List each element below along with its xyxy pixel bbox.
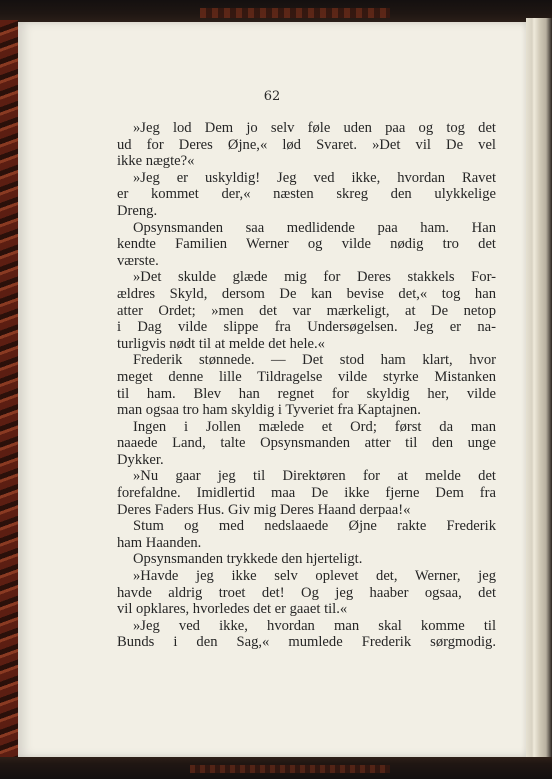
page-edges <box>526 18 552 763</box>
text-line: »Det skulde glæde mig for Deres stakkels For- <box>133 269 496 286</box>
text-line: »Jeg ved ikke, hvordan man skal komme til <box>133 617 496 634</box>
text-line: ud for Deres Øjne,« lød Svaret. »Det vil De vel <box>117 136 496 153</box>
page-number: 62 <box>263 89 281 104</box>
text-line: Dreng. <box>117 202 158 219</box>
text-line: »Nu gaar jeg til Direktøren for at melde det <box>133 468 496 485</box>
text-line: værste. <box>117 252 159 269</box>
text-line: vil opklares, hvorledes det er gaaet til.« <box>117 601 348 618</box>
text-line: til ham. Blev han regnet for skyldig her, vilde <box>117 385 496 402</box>
text-line: Stum og med nedslaaede Øjne rakte Frederik <box>133 518 496 535</box>
marbled-endpaper <box>0 20 18 760</box>
text-line: havde aldrig troet det! Og jeg haaber ogsaa, det <box>117 584 496 601</box>
text-line: meget denne lille Tildragelse vilde styrke Mistanken <box>117 368 496 385</box>
book-cover-bottom <box>0 757 552 779</box>
text-line: ældres Skyld, dersom De kan bevise det,« tog han <box>117 285 496 302</box>
text-line: Ingen i Jollen mælede et Ord; først da man <box>133 418 496 435</box>
text-line: er kommet der,« næsten skreg den ulykkelige <box>117 186 496 203</box>
text-line: Bunds i den Sag,« mumlede Frederik sørgmodig. <box>117 634 496 651</box>
text-line: Frederik stønnede. — Det stod ham klart, hvor <box>133 352 496 369</box>
text-line: naaede Land, talte Opsynsmanden atter til den unge <box>117 435 496 452</box>
text-line: ikke nægte?« <box>117 153 195 170</box>
text-line: forefaldne. Imidlertid maa De ikke fjerne Dem fra <box>117 485 496 502</box>
book-page <box>18 22 526 757</box>
text-line: Opsynsmanden saa medlidende paa ham. Han <box>133 219 496 236</box>
cover-ornament-bottom <box>190 765 390 773</box>
text-line: »Jeg er uskyldig! Jeg ved ikke, hvordan Ravet <box>133 169 496 186</box>
text-line: man ogsaa tro ham skyldig i Tyveriet fra Kaptajnen. <box>117 402 421 419</box>
text-line: turligvis nødt til at melde det hele.« <box>117 335 325 352</box>
book-cover-top <box>0 0 552 22</box>
cover-ornament-top <box>200 8 390 18</box>
text-line: »Jeg lod Dem jo selv føle uden paa og tog det <box>133 120 496 136</box>
text-line: Deres Faders Hus. Giv mig Deres Haand derpaa!« <box>117 501 411 518</box>
text-line: i Dag vilde slippe fra Undersøgelsen. Jeg er na- <box>117 319 496 336</box>
text-line: »Havde jeg ikke selv oplevet det, Werner, jeg <box>133 568 496 585</box>
text-line: Opsynsmanden trykkede den hjerteligt. <box>133 551 363 568</box>
text-line: Dykker. <box>117 451 164 468</box>
text-line: atter Ordet; »men det var mærkeligt, at De netop <box>117 302 496 319</box>
text-line: kendte Familien Werner og vilde nødig tro det <box>117 236 496 253</box>
body-text <box>117 120 496 651</box>
text-line: ham Haanden. <box>117 534 202 551</box>
